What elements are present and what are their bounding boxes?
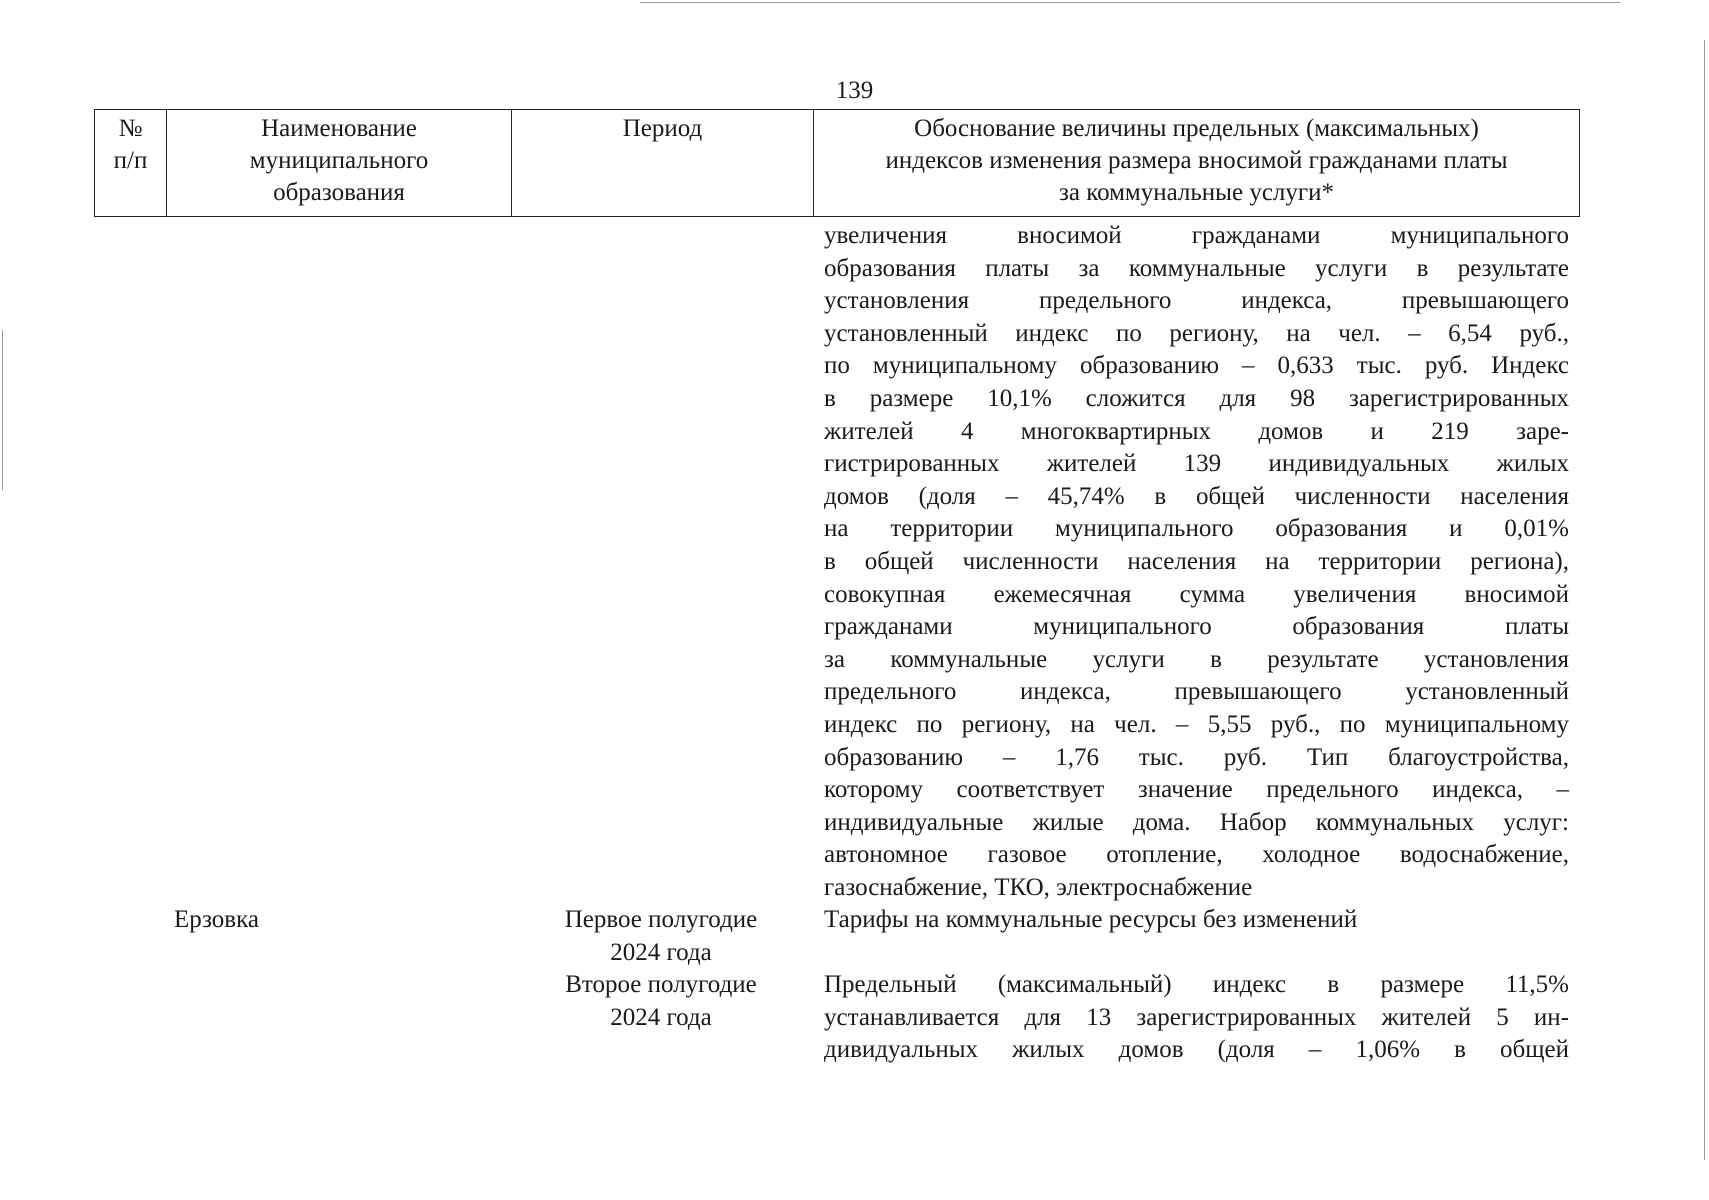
header-municipality-line-2: муниципального bbox=[249, 147, 429, 174]
text-line: совокупная ежемесячная сумма увеличения вносимой bbox=[824, 580, 1569, 608]
text-line: в общей численности населения на территории региона), bbox=[824, 547, 1569, 575]
header-municipality-line-1: Наименование bbox=[261, 115, 417, 142]
period-first-half-line-1: Первое полугодие bbox=[564, 906, 758, 933]
scan-edge-right bbox=[1704, 40, 1705, 1160]
header-period-cell bbox=[512, 110, 814, 217]
period-first-half bbox=[520, 904, 802, 969]
header-number-line-2: п/п bbox=[113, 147, 148, 174]
page-number: 139 bbox=[835, 77, 874, 104]
text-line: в размере 10,1% сложится для 98 зарегистрированных bbox=[824, 384, 1569, 412]
text-line: домов (доля – 45,74% в общей численности населения bbox=[824, 482, 1569, 510]
text-line: которому соответствует значение предельного индекса, – bbox=[824, 776, 1569, 804]
text-line: установления предельного индекса, превышающего bbox=[824, 287, 1569, 315]
text-line: на территории муниципального образования и 0,01% bbox=[824, 515, 1569, 543]
continuation-paragraph bbox=[824, 220, 1569, 904]
text-line: гражданами муниципального образования платы bbox=[824, 613, 1569, 641]
header-municipality-cell bbox=[167, 110, 512, 217]
header-justification-line-2: индексов изменения размера вносимой гражданами платы bbox=[885, 147, 1508, 174]
period-second-half bbox=[520, 969, 802, 1034]
text-line: Предельный (максимальный) индекс в размере 11,5% bbox=[824, 971, 1569, 998]
text-line: образования платы за коммунальные услуги в результате bbox=[824, 254, 1569, 282]
text-line: газоснабжение, ТКО, электроснабжение bbox=[824, 873, 1253, 901]
header-period-line-1: Период bbox=[622, 115, 703, 142]
header-number-line-1: № bbox=[118, 115, 143, 142]
table-header bbox=[94, 109, 1580, 217]
scan-edge-left bbox=[2, 330, 3, 490]
header-justification-line-3: за коммунальные услуги* bbox=[1058, 179, 1335, 206]
text-line: индекс по региону, на чел. – 5,55 руб., по муниципальному bbox=[824, 710, 1569, 738]
text-line: автономное газовое отопление, холодное водоснабжение, bbox=[824, 841, 1569, 869]
text-line: увеличения вносимой гражданами муниципального bbox=[824, 222, 1569, 249]
text-line: предельного индекса, превышающего установленный bbox=[824, 678, 1569, 706]
header-justification-line-1: Обоснование величины предельных (максимальных) bbox=[914, 115, 1479, 142]
period-second-half-line-1: Второе полугодие bbox=[565, 971, 757, 998]
text-line: дивидуальных жилых домов (доля – 1,06% в общей bbox=[824, 1036, 1569, 1064]
header-municipality-line-3: образования bbox=[273, 179, 405, 206]
header-number-cell bbox=[95, 110, 167, 217]
header-justification-cell bbox=[814, 110, 1580, 217]
justification-second-half bbox=[824, 969, 1569, 1067]
text-line: индивидуальные жилые дома. Набор коммунальных услуг: bbox=[824, 808, 1569, 836]
text-line: установленный индекс по региону, на чел. – 6,54 руб., bbox=[824, 319, 1569, 347]
justification-first-half: Тарифы на коммунальные ресурсы без изменений bbox=[824, 906, 1358, 933]
text-line: по муниципальному образованию – 0,633 тыс. руб. Индекс bbox=[824, 352, 1569, 380]
scan-edge-top bbox=[640, 2, 1620, 3]
period-second-half-line-2: 2024 года bbox=[610, 1003, 712, 1031]
text-line: гистрированных жителей 139 индивидуальных жилых bbox=[824, 450, 1569, 478]
municipality-name-erzovka: Ерзовка bbox=[174, 906, 259, 933]
text-line: жителей 4 многоквартирных домов и 219 заре- bbox=[824, 417, 1569, 445]
text-line: за коммунальные услуги в результате установления bbox=[824, 645, 1569, 673]
period-first-half-line-2: 2024 года bbox=[610, 938, 712, 966]
text-line: устанавливается для 13 зарегистрированных жителей 5 ин- bbox=[824, 1003, 1569, 1031]
text-line: образованию – 1,76 тыс. руб. Тип благоустройства, bbox=[824, 743, 1569, 771]
